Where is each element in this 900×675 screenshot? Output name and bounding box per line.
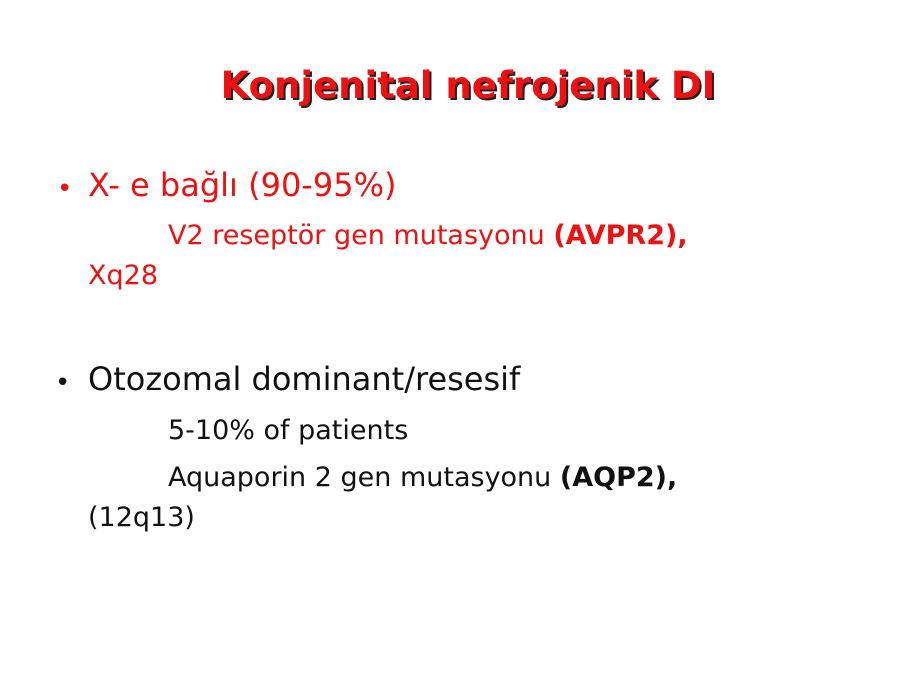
bullet-2-text: Otozomal dominant/resesif <box>88 360 521 398</box>
bullet-1-sub-1-bold: (AVPR2), <box>553 220 688 251</box>
bullet-2-sub-1-text: 5-10% of patients <box>168 415 409 446</box>
bullet-2-sub-1 <box>88 411 878 451</box>
bullet-1-sub-1-cont: Xq28 <box>88 260 158 291</box>
bullet-1-text: X- e bağlı (90-95%) <box>88 166 397 204</box>
bullet-dot-2: • <box>55 368 71 398</box>
bullet-1-sub-1-text: V2 reseptör gen mutasyonu <box>168 220 554 251</box>
bullet-2-sub-2-bold: (AQP2), <box>559 462 678 493</box>
bullet-1-sub-1 <box>88 216 878 296</box>
bullet-dot-1: • <box>57 174 73 204</box>
bullet-2-sub-2-cont: (12q13) <box>88 502 195 533</box>
slide-title: Konjenital nefrojenik DI <box>220 64 716 107</box>
bullet-2-sub-2-text: Aquaporin 2 gen mutasyonu <box>168 462 560 493</box>
bullet-2-sub-2 <box>88 458 878 538</box>
